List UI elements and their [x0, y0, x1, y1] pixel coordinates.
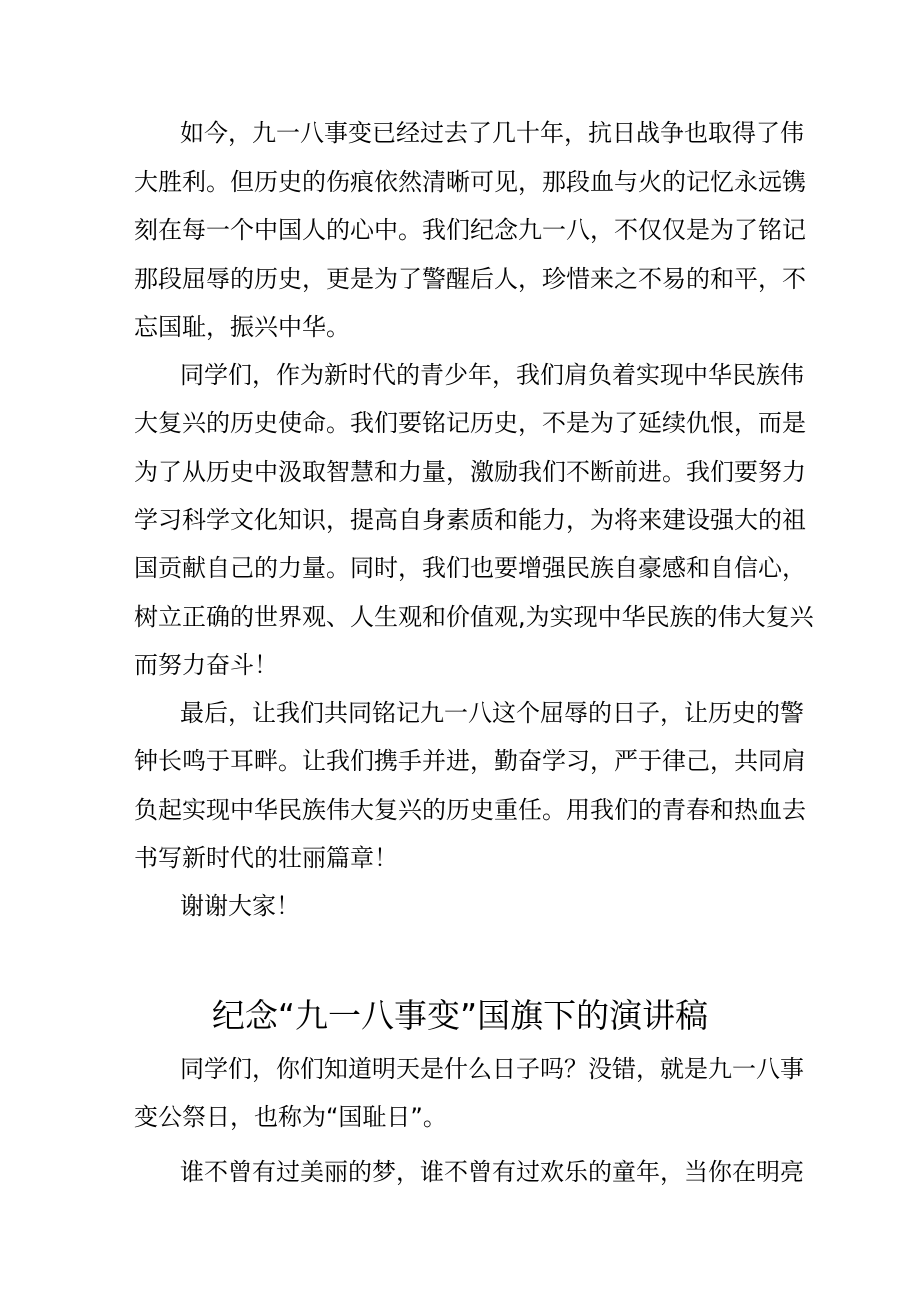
- paragraph-2-line-6: 树立正确的世界观、人生观和价值观,为实现中华民族的伟大复兴: [134, 603, 814, 631]
- paragraph-3-line-4: 书写新时代的壮丽篇章！: [134, 844, 398, 872]
- paragraph-2-line-1: 同学们，作为新时代的青少年，我们肩负着实现中华民族伟: [180, 361, 804, 389]
- paragraph-1-line-4: 那段屈辱的历史，更是为了警醒后人，珍惜来之不易的和平，不: [134, 265, 806, 293]
- paragraph-3-line-1: 最后，让我们共同铭记九一八这个屈辱的日子，让历史的警: [180, 699, 804, 727]
- paragraph-5-line-1: 同学们，你们知道明天是什么日子吗？没错，就是九一八事: [180, 1055, 804, 1083]
- paragraph-6-line-1: 谁不曾有过美丽的梦，谁不曾有过欢乐的童年，当你在明亮: [180, 1158, 804, 1186]
- paragraph-1-line-1: 如今，九一八事变已经过去了几十年，抗日战争也取得了伟: [180, 119, 804, 147]
- paragraph-5-line-2: 变公祭日，也称为“国耻日”。: [134, 1103, 447, 1131]
- paragraph-3-line-3: 负起实现中华民族伟大复兴的历史重任。用我们的青春和热血去: [134, 796, 806, 824]
- paragraph-2-line-3: 为了从历史中汲取智慧和力量，激励我们不断前进。我们要努力: [134, 458, 806, 486]
- paragraph-1-line-3: 刻在每一个中国人的心中。我们纪念九一八，不仅仅是为了铭记: [134, 216, 806, 244]
- paragraph-2-line-2: 大复兴的历史使命。我们要铭记历史，不是为了延续仇恨，而是: [134, 409, 806, 437]
- paragraph-1-line-5: 忘国耻，振兴中华。: [134, 313, 350, 341]
- paragraph-3-line-2: 钟长鸣于耳畔。让我们携手并进，勤奋学习，严于律己，共同肩: [134, 747, 806, 775]
- paragraph-2-line-4: 学习科学文化知识，提高自身素质和能力，为将来建设强大的祖: [134, 506, 806, 534]
- speech-title: 纪念“九一八事变”国旗下的演讲稿: [211, 996, 709, 1035]
- paragraph-2-line-7: 而努力奋斗！: [134, 651, 278, 679]
- paragraph-4-line-1: 谢谢大家！: [180, 892, 300, 920]
- paragraph-2-line-5: 国贡献自己的力量。同时，我们也要增强民族自豪感和自信心，: [134, 554, 806, 582]
- paragraph-1-line-2: 大胜利。但历史的伤痕依然清晰可见，那段血与火的记忆永远镌: [134, 168, 806, 196]
